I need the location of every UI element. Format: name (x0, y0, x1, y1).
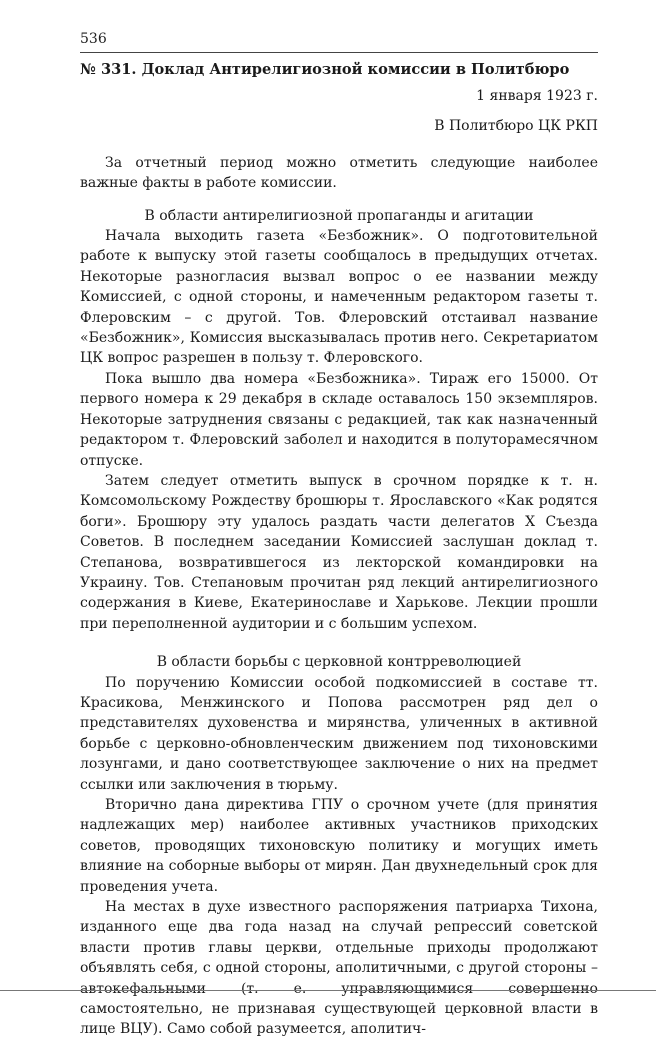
document-recipient: В Политбюро ЦК РКП (434, 118, 598, 135)
footer-rule (0, 990, 656, 991)
document-body (80, 60, 598, 1040)
paragraph: На местах в духе известного распоряжения патриарха Тихона, изданного еще два года назад на случай репрессий советской власти против главы церкви, отдельные приходы продолжают объявлять себя, с одной стороны, аполитичными, с другой стороны – автокефальными (т. е. управляющимися совершенно самостоятельно, не признавая существующей церковной власти в лице ВЦУ). Само собой разумеется, аполитич- (80, 899, 598, 1038)
paragraph: Затем следует отметить выпуск в срочном порядке к т. н. Комсомольскому Рождеству брошюры т. Ярославского «Как родятся боги». Брошюру эту удалось раздать части делегатов X Съезда Советов. В последнем заседании Комиссией заслушан доклад т. Степанова, возвратившегося из лекторской командировки на Украину. Тов. Степановым прочитан ряд лекций антирелигиозного содержания в Киеве, Екатеринославе и Харькове. Лекции прошли при переполненной аудитории и с большим успехом. (80, 472, 598, 632)
paragraph: Вторично дана директива ГПУ о срочном учете (для принятия надлежащих мер) наиболее активных участников приходских советов, проводящих тихоновскую политику и могущих иметь влияние на соборные выборы от мирян. Дан двухнедельный срок для проведения учета. (80, 797, 598, 895)
header-rule (80, 52, 598, 53)
page-number: 536 (80, 31, 107, 47)
paragraph: По поручению Комиссии особой подкомиссией в составе тт. Красикова, Менжинского и Попова рассмотрен ряд дел о представителях духовенства и мирянства, уличенных в активной борьбе с церковно-обновленческим движением под тихоновскими лозунгами, и дано соответствующее заключение о них на предмет ссылки или заключения в тюрьму. (80, 674, 598, 793)
section-heading-propaganda: В области антирелигиозной пропаганды и агитации (144, 207, 534, 224)
section-heading-counterrevolution: В области борьбы с церковной контрреволюцией (156, 654, 522, 671)
paragraph: Пока вышло два номера «Безбожника». Тираж его 15000. От первого номера к 29 декабря в складе оставалось 150 экземпляров. Некоторые затруднения связаны с редакцией, так как назначенный редактором т. Флеровский заболел и находится в полуторамесячном отпуске. (80, 370, 598, 469)
document-title: № 331. Доклад Антирелигиозной комиссии в Политбюро (80, 61, 570, 78)
document-date: 1 января 1923 г. (476, 88, 598, 104)
intro-paragraph: За отчетный период можно отметить следующие наиболее важные факты в работе комиссии. (80, 154, 598, 192)
paragraph: Начала выходить газета «Безбожник». О подготовительной работе к выпуску этой газеты сообщалось в предыдущих отчетах. Некоторые разногласия вызвал вопрос о ее названии между Комиссией, с одной стороны, и намеченным редактором газеты т. Флеровским – с другой. Тов. Флеровский отстаивал название «Безбожник», Комиссия высказывалась против него. Секретариатом ЦК вопрос разрешен в пользу т. Флеровского. (80, 228, 598, 367)
